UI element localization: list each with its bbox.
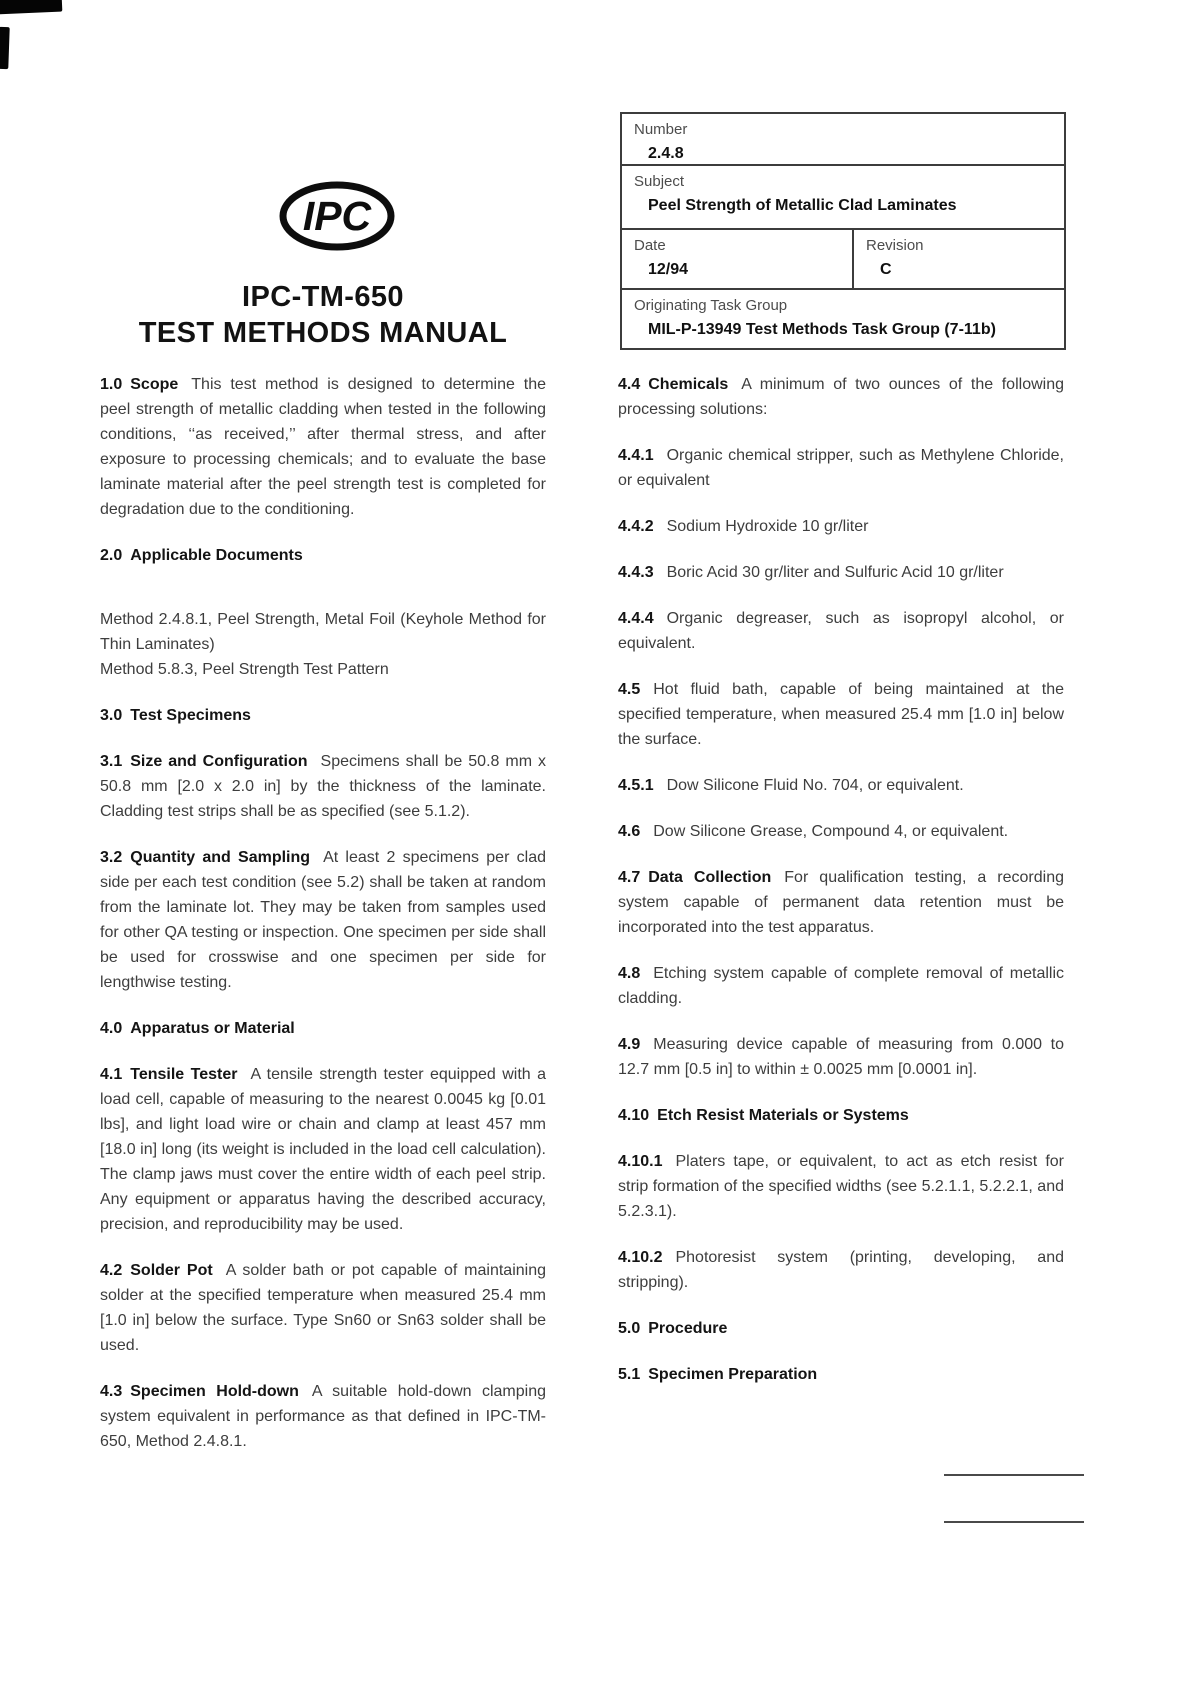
section-number-title: 4.4.3 xyxy=(618,564,654,581)
section-number-title: 4.4.4 xyxy=(618,610,654,627)
section-paragraph xyxy=(100,1379,546,1454)
date-value: 12/94 xyxy=(648,261,689,278)
section-number-title: 4.8 xyxy=(618,965,641,982)
task-group-value: MIL-P-13949 Test Methods Task Group (7-11b) xyxy=(648,321,996,338)
section-number-title: 3.0 Test Specimens xyxy=(100,707,251,724)
section-paragraph xyxy=(618,1032,1064,1082)
ipc-logo xyxy=(278,180,396,252)
section-text: A tensile strength tester equipped with a load cell, capable of measuring to the nearest 0.0045 kg [0.01 lbs], and light load wire or chain and clamp at least 457 mm [18.0 in] long (its weight is included in the load cell calculation). The clamp jaws must cover the entire width of each peel strip. Any equipment or apparatus having the described accuracy, precision, and reproducibility may be used. xyxy=(100,1066,547,1233)
section-text: Sodium Hydroxide 10 gr/liter xyxy=(666,518,869,535)
section-paragraph xyxy=(618,560,1064,585)
number-label: Number xyxy=(634,121,688,138)
section-number-title: 4.10.2 xyxy=(618,1249,663,1266)
section-text: At least 2 specimens per clad side per each test condition (see 5.2) shall be taken at random from the laminate lot. They may be taken from samples used for other QA testing or inspection. One specimen per side shall be used for crosswise and one specimen per side for lengthwise testing. xyxy=(100,849,546,991)
section-paragraph xyxy=(618,372,1064,422)
footer-rule-line xyxy=(944,1521,1084,1523)
section-heading xyxy=(618,1362,1064,1387)
manual-title-line1: IPC-TM-650 xyxy=(242,281,404,313)
section-heading xyxy=(618,1103,1064,1128)
info-row-task-group xyxy=(622,290,1064,348)
section-number-title: 4.6 xyxy=(618,823,641,840)
section-heading xyxy=(100,1016,546,1041)
section-heading xyxy=(100,703,546,728)
info-row-number xyxy=(622,114,1064,166)
section-paragraph xyxy=(100,749,546,824)
section-number-title: 1.0 Scope xyxy=(100,376,179,393)
section-number-title: 4.10 Etch Resist Materials or Systems xyxy=(618,1107,909,1124)
section-number-title: 4.2 Solder Pot xyxy=(100,1262,213,1279)
manual-title-line2: TEST METHODS MANUAL xyxy=(138,317,508,349)
date-label: Date xyxy=(634,237,666,254)
section-number-title: 4.1 Tensile Tester xyxy=(100,1066,238,1083)
section-paragraph xyxy=(618,819,1064,844)
masthead xyxy=(100,180,546,351)
section-paragraph xyxy=(618,443,1064,493)
section-number-title: 4.5.1 xyxy=(618,777,654,794)
task-group-label: Originating Task Group xyxy=(634,297,788,314)
section-paragraph xyxy=(618,514,1064,539)
section-heading xyxy=(618,1316,1064,1341)
section-text: Organic degreaser, such as isopropyl alcohol, or equivalent. xyxy=(618,610,1064,652)
revision-cell xyxy=(854,230,1064,288)
section-paragraph xyxy=(618,1149,1064,1224)
section-paragraph xyxy=(100,372,546,522)
section-number-title: 4.3 Specimen Hold-down xyxy=(100,1383,299,1400)
section-number-title: 4.7 Data Collection xyxy=(618,869,772,886)
ipc-logo-icon xyxy=(278,180,396,252)
section-paragraph xyxy=(618,677,1064,752)
section-number-title: 4.0 Apparatus or Material xyxy=(100,1020,295,1037)
revision-value: C xyxy=(880,261,892,278)
section-text: Photoresist system (printing, developing, and stripping). xyxy=(618,1249,1064,1291)
subject-value: Peel Strength of Metallic Clad Laminates xyxy=(648,197,957,214)
section-text: Dow Silicone Grease, Compound 4, or equivalent. xyxy=(653,823,1009,840)
revision-label: Revision xyxy=(866,237,924,254)
section-text: A suitable hold-down clamping system equivalent in performance as that defined in IPC-TM-650, Method 2.4.8.1. xyxy=(100,1383,546,1450)
section-text: Etching system capable of complete removal of metallic cladding. xyxy=(618,965,1064,1007)
section-number-title: 4.10.1 xyxy=(618,1153,663,1170)
section-number-title: 3.1 Size and Configuration xyxy=(100,753,308,770)
number-value: 2.4.8 xyxy=(648,145,684,162)
section-number-title: 4.5 xyxy=(618,681,641,698)
section-paragraph xyxy=(100,607,546,682)
scan-artifact xyxy=(0,0,62,14)
subject-label: Subject xyxy=(634,173,685,190)
ipc-logo-text: IPC xyxy=(302,193,372,239)
right-column xyxy=(618,372,1064,1408)
section-paragraph xyxy=(618,606,1064,656)
section-text: A minimum of two ounces of the following processing solutions: xyxy=(618,376,1064,418)
section-text: Hot fluid bath, capable of being maintained at the specified temperature, when measured 25.4 mm [1.0 in] below the surface. xyxy=(618,681,1064,748)
section-paragraph xyxy=(618,1245,1064,1295)
section-text: Dow Silicone Fluid No. 704, or equivalent. xyxy=(666,777,964,794)
info-row-subject xyxy=(622,166,1064,230)
section-text: Boric Acid 30 gr/liter and Sulfuric Acid 10 gr/liter xyxy=(666,564,1004,581)
section-text: For qualification testing, a recording system capable of permanent data retention must be incorporated into the test apparatus. xyxy=(618,869,1065,936)
section-text: Platers tape, or equivalent, to act as etch resist for strip formation of the specified widths (see 5.2.1.1, 5.2.2.1, and 5.2.3.1). xyxy=(618,1153,1064,1220)
scan-artifact xyxy=(0,27,10,69)
section-text: A solder bath or pot capable of maintaining solder at the specified temperature when measured 25.4 mm [1.0 in] below the surface. Type Sn60 or Sn63 solder shall be used. xyxy=(100,1262,547,1354)
section-paragraph xyxy=(100,1258,546,1358)
footer-rule-line xyxy=(944,1474,1084,1476)
number-cell xyxy=(622,114,1064,164)
section-number-title: 4.9 xyxy=(618,1036,641,1053)
section-number-title: 2.0 Applicable Documents xyxy=(100,547,303,564)
reference-line: Method 5.8.3, Peel Strength Test Pattern xyxy=(100,661,389,678)
section-paragraph xyxy=(618,961,1064,1011)
section-paragraph xyxy=(618,773,1064,798)
section-paragraph xyxy=(618,865,1064,940)
section-text: Measuring device capable of measuring from 0.000 to 12.7 mm [0.5 in] to within ± 0.0025 mm [0.0001 in]. xyxy=(618,1036,1064,1078)
section-text: Specimens shall be 50.8 mm x 50.8 mm [2.0 x 2.0 in] by the thickness of the laminate. Cladding test strips shall be as specified (see 5.1.2). xyxy=(100,753,547,820)
info-row-date-revision xyxy=(622,230,1064,290)
left-column xyxy=(100,372,546,1475)
section-number-title: 4.4.1 xyxy=(618,447,654,464)
subject-cell xyxy=(622,166,1064,228)
section-paragraph xyxy=(100,1062,546,1237)
section-number-title: 4.4.2 xyxy=(618,518,654,535)
reference-line: Method 2.4.8.1, Peel Strength, Metal Foil (Keyhole Method for Thin Laminates) xyxy=(100,611,546,653)
section-heading xyxy=(100,543,546,568)
method-info-table xyxy=(620,112,1066,350)
section-text: This test method is designed to determine the peel strength of metallic cladding when tested in the following conditions, ‘‘as received,’’ after thermal stress, and after exposure to processing chemicals; and to evaluate the base laminate material after the peel strength test is completed for degradation due to the conditioning. xyxy=(100,376,546,518)
section-number-title: 3.2 Quantity and Sampling xyxy=(100,849,311,866)
section-paragraph xyxy=(100,845,546,995)
section-text: Organic chemical stripper, such as Methylene Chloride, or equivalent xyxy=(618,447,1064,489)
section-number-title: 5.0 Procedure xyxy=(618,1320,728,1337)
section-number-title: 4.4 Chemicals xyxy=(618,376,729,393)
date-cell xyxy=(622,230,854,288)
task-group-cell xyxy=(622,290,1064,348)
section-number-title: 5.1 Specimen Preparation xyxy=(618,1366,818,1383)
